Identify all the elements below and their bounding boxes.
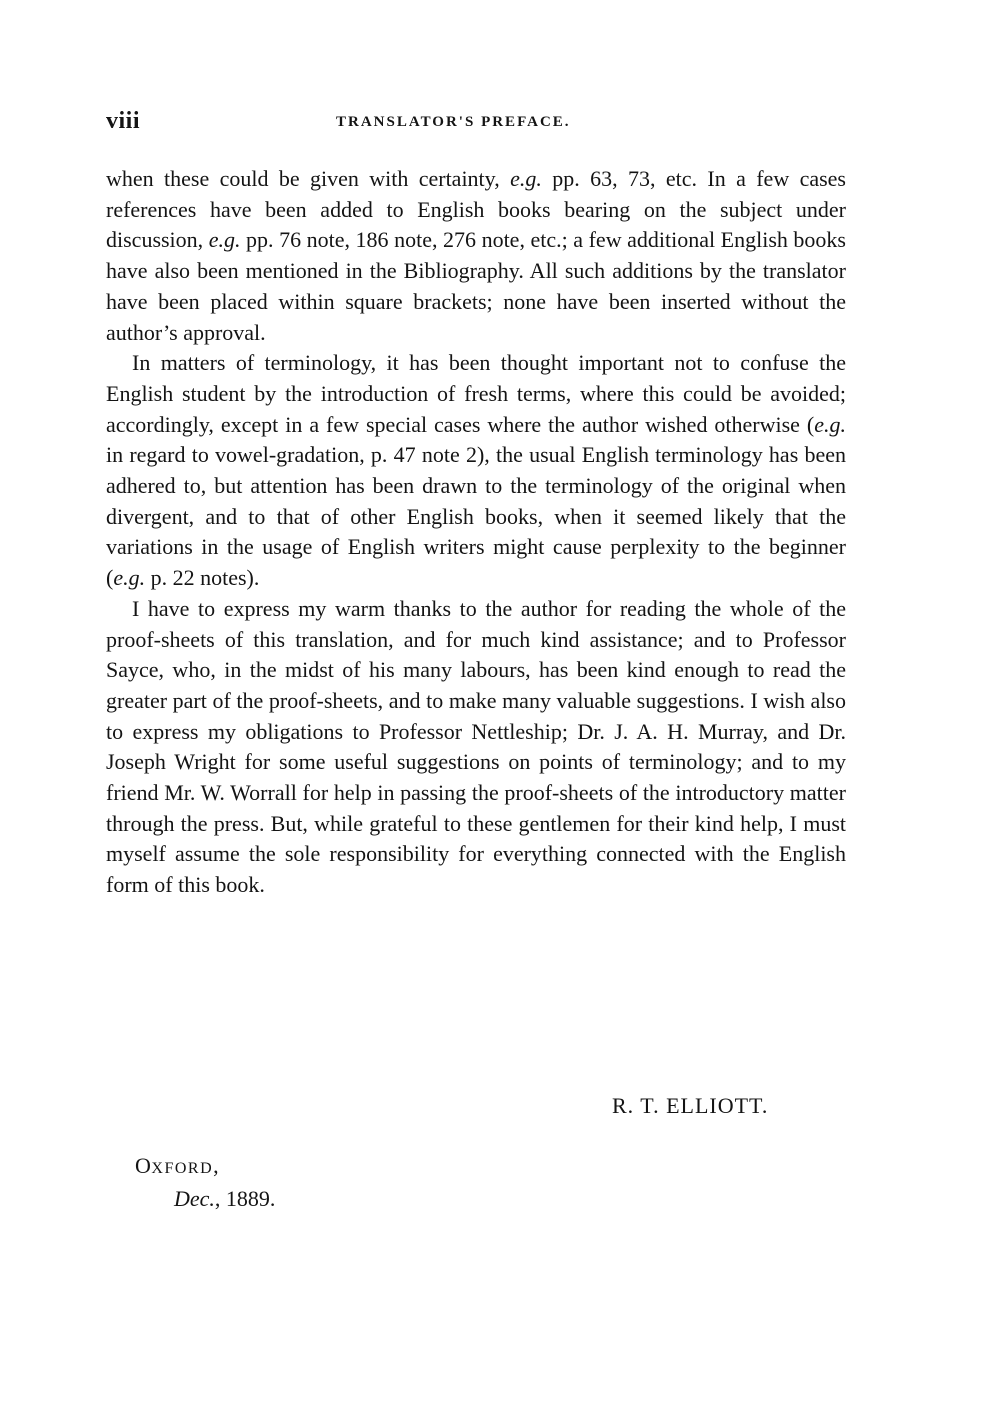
text-run: when these could be given with certainty, bbox=[106, 166, 511, 191]
running-head bbox=[106, 108, 846, 138]
text-run: pp. 76 note, 186 note, 276 note, etc.; a few additional English books have also been mentioned in the Bibliography. All such additions by the translator have been placed within square brackets; none have been inserted without the author’s approval. bbox=[106, 227, 846, 345]
place-of-writing bbox=[135, 1153, 219, 1179]
paragraph-2 bbox=[106, 348, 846, 594]
running-title: TRANSLATOR'S PREFACE. bbox=[336, 114, 571, 130]
place-initial: O bbox=[135, 1153, 152, 1178]
place-rest: XFORD bbox=[151, 1160, 214, 1177]
italic-abbreviation: e.g. bbox=[510, 166, 542, 191]
text-run: I have to express my warm thanks to the author for reading the whole of the proof-sheets of this translation, and for much kind assistance; and to Professor Sayce, who, in the midst of his many labours, has been kind enough to read the greater part of the proof-sheets, and to make many valuable suggestions. I wish also to express my obligations to Professor Nettleship; Dr. J. A. H. Murray, and Dr. Joseph Wright for some useful suggestions on points of terminology; and to my friend Mr. W. Worrall for help in passing the proof-sheets of the introductory matter through the press. But, while grateful to these gentlemen for their kind help, I must myself assume the sole responsibility for everything connected with the English form of this book. bbox=[106, 595, 846, 898]
text-run: p. 22 notes). bbox=[145, 565, 260, 591]
place-punct: , bbox=[213, 1153, 220, 1178]
italic-abbreviation: e.g. bbox=[113, 565, 146, 591]
page-number: viii bbox=[106, 108, 141, 134]
date-year: , 1889. bbox=[214, 1186, 276, 1211]
text-run: in regard to vowel-gradation, p. 47 note 2), the usual English terminology has been adhered to, but attention has been drawn to the terminology of the original when divergent, and to that of other English books, when it seemed likely that the variations in the usage of English writers might cause perplexity to the beginner ( bbox=[106, 442, 846, 591]
text-run: In matters of terminology, it has been thought important not to confuse the English student by the introduction of fresh terms, where this could be avoided; accordingly, except in a few special cases where the author wished otherwise ( bbox=[106, 350, 846, 437]
paragraph-3 bbox=[106, 594, 846, 901]
italic-abbreviation: e.g. bbox=[814, 411, 846, 437]
translator-signature: R. T. ELLIOTT. bbox=[612, 1093, 769, 1118]
text-run: pp. 63, 73, etc. In a few cases references have been added to English books bearing on the subject under discussion, bbox=[106, 166, 846, 253]
italic-abbreviation: e.g. bbox=[208, 227, 241, 253]
preface-body bbox=[106, 164, 846, 901]
paragraph-1 bbox=[106, 164, 846, 348]
date-month: Dec. bbox=[174, 1186, 215, 1211]
date-of-writing bbox=[174, 1186, 275, 1212]
